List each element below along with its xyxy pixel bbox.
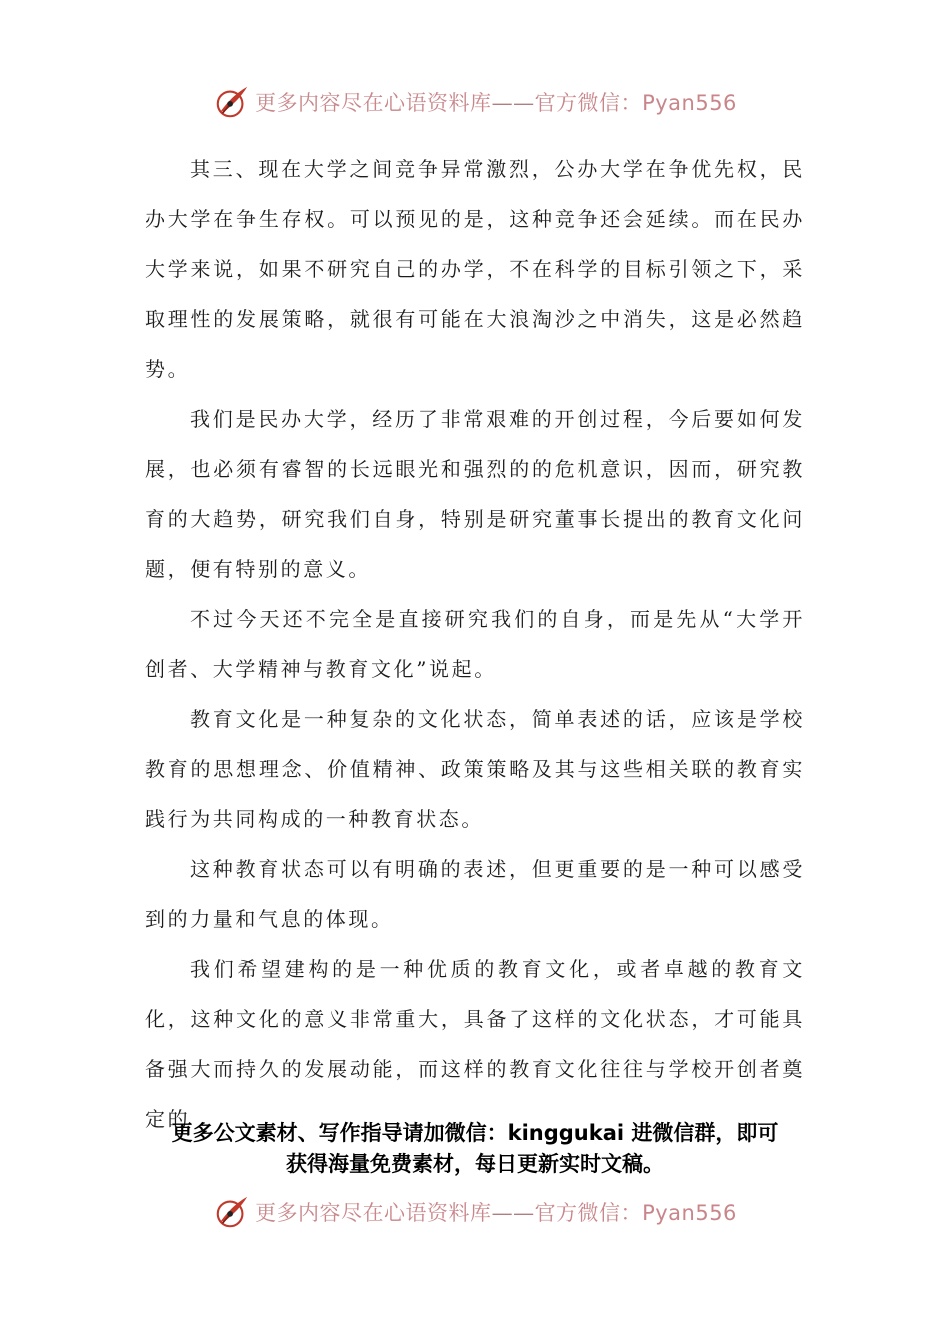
header-watermark-banner [0,82,950,122]
promo-line-1: 更多公文素材、写作指导请加微信：kinggukai 进微信群，即可 [171,1121,779,1145]
header-watermark-contact-label: 官方微信： [534,91,643,115]
footer-watermark-contact-id: Pyan556 [642,1201,737,1225]
body-paragraph-2: 我们是民办大学，经历了非常艰难的开创过程，今后要如何发展，也必须有睿智的长远眼光和强烈的的危机意识，因而，研究教育的大趋势，研究我们自身，特别是研究董事长提出的教育文化问题，便有特别的意义。 [145,407,805,581]
body-paragraph-3: 不过今天还不完全是直接研究我们的自身，而是先从“大学开创者、大学精神与教育文化”说起。 [145,607,805,681]
header-watermark-contact-id: Pyan556 [642,91,737,115]
body-paragraph-4: 教育文化是一种复杂的文化状态，简单表述的话，应该是学校教育的思想理念、价值精神、政策策略及其与这些相关联的教育实践行为共同构成的一种教育状态。 [145,707,805,831]
footer-watermark-text [255,1197,737,1227]
quill-logo-icon [213,1193,251,1231]
header-watermark-separator: —— [491,91,535,115]
footer-watermark-main: 更多内容尽在心语资料库 [255,1201,492,1225]
footer-watermark-separator: —— [491,1201,535,1225]
promo-line-2: 获得海量免费素材，每日更新实时文稿。 [286,1152,664,1176]
body-paragraph-5: 这种教育状态可以有明确的表述，但更重要的是一种可以感受到的力量和气息的体现。 [145,857,805,931]
quill-logo-icon [213,83,251,121]
footer-watermark-contact-label: 官方微信： [534,1201,643,1225]
header-watermark-text [255,87,737,117]
header-watermark-main: 更多内容尽在心语资料库 [255,91,492,115]
footer-watermark-banner [0,1192,950,1232]
document-body [145,144,805,1144]
body-paragraph-6: 我们希望建构的是一种优质的教育文化，或者卓越的教育文化，这种文化的意义非常重大，具备了这样的文化状态，才可能具备强大而持久的发展动能，而这样的教育文化往往与学校开创者奠定的 [145,957,805,1131]
body-paragraph-1: 其三、现在大学之间竞争异常激烈，公办大学在争优先权，民办大学在争生存权。可以预见的是，这种竞争还会延续。而在民办大学来说，如果不研究自己的办学，不在科学的目标引领之下，采取理性的发展策略，就很有可能在大浪淘沙之中消失，这是必然趋势。 [145,157,805,381]
promo-notice [0,1118,950,1180]
